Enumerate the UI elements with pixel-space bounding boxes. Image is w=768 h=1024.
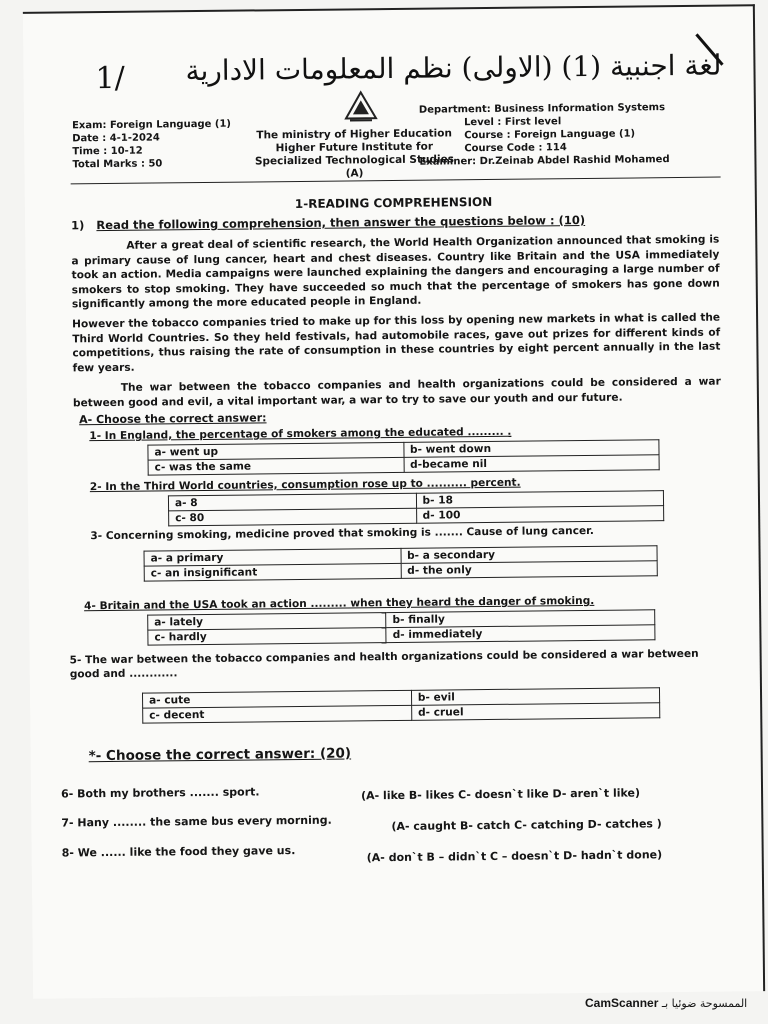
option-b[interactable]: b- went down [403,440,659,458]
options-table [168,490,664,526]
option-b[interactable]: b- a secondary [400,546,657,564]
passage-paragraph-3: The war between the tobacco companies and health organizations could be considered a war between good and evil, a vital important war, a war to try to save our youth and our future. [72,375,721,409]
question-8-options[interactable]: (A- don`t B – didn`t C – doesn`t D- hadn`t done) [366,848,663,865]
handwritten-mark: 1/ [95,60,125,97]
question-number: 1) [71,218,85,233]
question-text: 5- The war between the tobacco companies and health organizations could be considered a war between good and ............ [69,647,699,681]
question-8: 8- We ...... like the food they gave us. [61,844,296,860]
options-table [144,545,658,581]
department: Department: Business Information Systems [418,102,666,116]
handwritten-title: لغة اجنبية (1) (الاولى) نظم المعلومات الادارية [185,48,722,88]
option-a[interactable]: a- 8 [168,493,416,511]
question-text: 4- Britain and the USA took an action ......... when they heard the danger of smoking. [84,594,595,613]
section-title: 1-READING COMPREHENSION [294,194,493,212]
option-a[interactable]: a- lately [148,613,386,630]
question-text: 1- In England, the percentage of smokers among the educated ......... . [89,425,512,443]
option-b[interactable]: b- finally [386,610,655,628]
course: Course : Foreign Language (1) [464,128,636,142]
question-7: 7- Hany ........ the same bus every morning. [61,813,332,830]
passage-paragraph-2: However the tobacco companies tried to make up for this loss by opening new markets in what is called the Third World Countries. So they held festivals, had automobile races, gave out prizes for different kinds of competitions, thus raising the rate of consumption in these countries by eight percent annually in the last few years. [72,311,721,374]
examiner: Examiner: Dr.Zeinab Abdel Rashid Mohamed [419,154,670,168]
course-code: Course Code : 114 [464,142,567,155]
question-1-instruction [71,213,585,232]
exam-name: Exam: Foreign Language (1) [71,118,232,132]
question-6: 6- Both my brothers ....... sport. [60,785,260,801]
option-a[interactable]: a- a primary [144,548,401,566]
option-a[interactable]: a- went up [148,442,404,460]
exam-info [72,118,233,172]
option-d[interactable]: d- cruel [411,703,659,721]
exam-page [23,4,765,999]
scanner-arabic-text: الممسوحة ضوئيا بـ [661,997,748,1010]
instruction-text: Read the following comprehension, then answer the questions below : (10) [96,212,586,233]
option-c[interactable]: c- 80 [169,508,417,526]
exam-total-marks: Total Marks : 50 [72,158,163,171]
option-d[interactable]: d- 100 [416,506,664,524]
passage-paragraph-1: After a great deal of scientific research, the World Health Organization announced that smoking is a primary cause of lung cancer, heart and chest diseases. Country like Britain and the USA immediately took an action. Media campaigns were launched explaining the dangers and encouraging a large number of smokers to stop smoking. They have succeeded so much that the percentage of smokers has gone down significantly among the more educated people in England. [71,233,720,311]
options-table [142,687,660,723]
option-c[interactable]: c- an insignificant [144,563,401,581]
option-c[interactable]: c- decent [143,705,412,723]
ministry-line-3: Specialized Technological Studies [254,153,454,168]
option-a[interactable]: a- cute [142,690,411,708]
ministry-line-1: The ministry of Higher Education [256,127,452,142]
section-2-title: *- Choose the correct answer: (20) [88,745,352,765]
question-text: 2- In the Third World countries, consumption rose up to .......... percent. [89,476,521,494]
exam-time: Time : 10-12 [72,145,143,158]
exam-date: Date : 4-1-2024 [72,132,160,145]
ministry-line-2: Higher Future Institute for [275,140,434,155]
scanner-watermark [585,996,747,1010]
option-d[interactable]: d- immediately [386,625,655,643]
department-info [419,101,720,169]
option-d[interactable]: d-became nil [404,455,660,473]
question-7-options[interactable]: (A- caught B- catch C- catching D- catches ) [391,817,662,834]
exam-model: (A) [345,167,364,180]
options-table [147,439,659,475]
question-text: 3- Concerning smoking, medicine proved that smoking is ....... Cause of lung cancer. [90,524,594,543]
level: Level : First level [463,116,562,129]
option-d[interactable]: d- the only [401,561,658,579]
option-c[interactable]: c- was the same [148,457,404,475]
scanner-app-name: CamScanner [585,996,659,1010]
option-b[interactable]: b- 18 [416,491,664,509]
question-6-options[interactable]: (A- like B- likes C- doesn`t like D- aren`t like) [361,786,641,803]
options-table [147,609,655,645]
option-b[interactable]: b- evil [411,688,659,706]
institute-logo [344,90,378,122]
option-c[interactable]: c- hardly [148,628,386,645]
choose-heading: A- Choose the correct answer: [79,411,267,427]
